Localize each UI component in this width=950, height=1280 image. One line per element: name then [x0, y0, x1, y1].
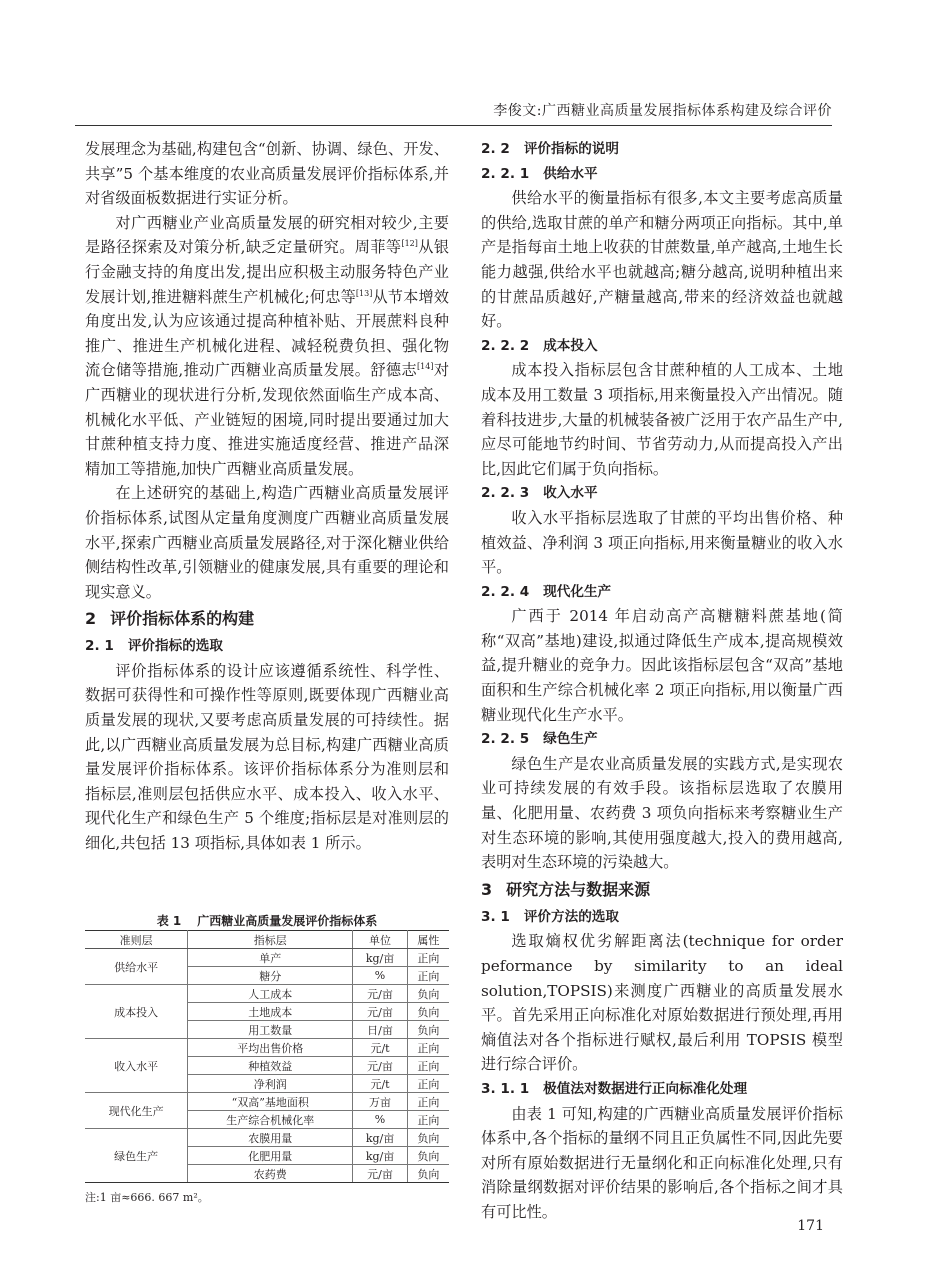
attribute-cell: 正向	[407, 1057, 449, 1075]
unit-cell: 万亩	[353, 1093, 408, 1111]
section-title: 评价指标体系的构建	[110, 609, 255, 629]
unit-cell: 元/亩	[353, 1003, 408, 1021]
paragraph: 绿色生产是农业高质量发展的实践方式,是实现农业可持续发展的有效手段。该指标层选取了农膜用量、化肥用量、农药费 3 项负向指标来考察糖业生产对生态环境的影响,其使用强度越大,投入的费用越高,表明对生态环境的污染越大。	[481, 754, 843, 872]
paragraph: 评价指标体系的设计应该遵循系统性、科学性、数据可获得性和可操作性等原则,既要体现广西糖业高质量发展的现状,又要考虑高质量发展的可持续性。据此,以广西糖业高质量发展为总目标,构建广西糖业高质量发展评价指标体系。该评价指标体系分为准则层和指标层,准则层包括供应水平、成本投入、收入水平、现代化生产和绿色生产 5 个维度;指标层是对准则层的细化,共包括 13 项指标,具体如表 1 所示。	[85, 661, 449, 853]
running-header: 李俊文:广西糖业高质量发展指标体系构建及综合评价	[493, 103, 832, 119]
section-title: 成本投入	[543, 337, 598, 354]
table-row	[85, 1039, 449, 1057]
text-run: 对广西糖业的现状进行分析,发现依然面临生产成本高、机械化水平低、产业链短的困境,同时提出要通过加大甘蔗种植支持力度、推进实施适度经营、推进产品深精加工等措施,加快广西糖业高质量发展。	[85, 361, 449, 478]
section-title: 绿色生产	[543, 731, 598, 748]
unit-cell: %	[353, 1111, 408, 1129]
table-row	[85, 1129, 449, 1147]
section-number: 2. 2	[481, 141, 510, 157]
table-header-row	[85, 931, 449, 949]
section-title: 收入水平	[543, 485, 598, 502]
attribute-cell: 正向	[407, 1111, 449, 1129]
subsection-heading	[85, 634, 449, 659]
attribute-cell: 正向	[407, 1075, 449, 1093]
section-number: 2. 2. 5	[481, 731, 530, 748]
text-run: 从银行金融支持的角度出发,提出应积极主动服务特色产业发展计划,推进糖料蔗生产机械化;何忠等	[85, 238, 449, 306]
table-label: 表 1	[156, 914, 182, 928]
indicator-cell: 种植效益	[188, 1057, 353, 1075]
criterion-cell: 绿色生产	[85, 1129, 188, 1183]
paragraph: 收入水平指标层选取了甘蔗的平均出售价格、种植效益、净利润 3 项正向指标,用来衡量糖业的收入水平。	[481, 508, 843, 577]
unit-cell: 元/t	[353, 1039, 408, 1057]
attribute-cell: 正向	[407, 949, 449, 967]
column-header: 准则层	[85, 931, 188, 949]
criterion-cell: 成本投入	[85, 985, 188, 1039]
criterion-cell: 现代化生产	[85, 1093, 188, 1129]
unit-cell: %	[353, 967, 408, 985]
column-header: 属性	[407, 931, 449, 949]
header-rule	[75, 125, 832, 126]
section-title: 评价指标的选取	[127, 638, 223, 655]
attribute-cell: 负向	[407, 1165, 449, 1183]
column-header: 单位	[353, 931, 408, 949]
section-title: 研究方法与数据来源	[506, 879, 651, 899]
section-title: 评价指标的说明	[523, 141, 619, 157]
table-row	[85, 1093, 449, 1111]
table-row	[85, 985, 449, 1003]
text-run: 从节本增效角度出发,认为应该通过提高种植补贴、开展蔗料良种推广、推进生产机械化进程、减轻税费负担、强化物流仓储等措施,推动广西糖业高质量发展。舒德志	[85, 287, 449, 380]
paragraph: 由表 1 可知,构建的广西糖业高质量发展评价指标体系中,各个指标的量纲不同且正负属性不同,因此先要对所有原始数据进行无量纲化和正向标准化处理,只有消除量纲数据对评价结果的影响后,各个指标之间才具有可比性。	[481, 1104, 843, 1221]
table-caption	[85, 912, 449, 930]
unit-cell: 元/亩	[353, 1057, 408, 1075]
column-header: 指标层	[188, 931, 353, 949]
attribute-cell: 负向	[407, 1021, 449, 1039]
section-number: 2. 2. 1	[481, 165, 530, 182]
subsection-heading	[481, 905, 843, 930]
unit-cell: 元/亩	[353, 1165, 408, 1183]
paragraph	[85, 211, 449, 482]
indicator-cell: 农膜用量	[188, 1129, 353, 1147]
section-number: 2. 1	[85, 638, 114, 655]
subsubsection-heading	[481, 334, 843, 359]
subsection-heading	[481, 137, 843, 162]
attribute-cell: 负向	[407, 1129, 449, 1147]
section-title: 极值法对数据进行正向标准化处理	[543, 1080, 748, 1097]
paragraph: 成本投入指标层包含甘蔗种植的人工成本、土地成本及用工数量 3 项指标,用来衡量投入产出情况。随着科技进步,大量的机械装备被广泛用于农产品生产中,应尽可能地节约时间、节省劳动力,从而提高投入产出比,因此它们属于负向指标。	[481, 361, 843, 478]
subsubsection-heading	[481, 580, 843, 605]
subsubsection-heading	[481, 162, 843, 187]
subsubsection-heading	[481, 727, 843, 752]
citation: [13]	[355, 288, 373, 298]
section-number: 2. 2. 3	[481, 485, 530, 502]
unit-cell: 元/亩	[353, 985, 408, 1003]
section-title: 评价方法的选取	[523, 908, 619, 925]
attribute-cell: 正向	[407, 1093, 449, 1111]
section-number: 3. 1. 1	[481, 1080, 530, 1097]
indicator-cell: 人工成本	[188, 985, 353, 1003]
unit-cell: kg/亩	[353, 1147, 408, 1165]
indicator-cell: 用工数量	[188, 1021, 353, 1039]
table-title: 广西糖业高质量发展评价指标体系	[197, 914, 378, 928]
indicator-cell: 土地成本	[188, 1003, 353, 1021]
indicator-cell: 糖分	[188, 967, 353, 985]
attribute-cell: 正向	[407, 1039, 449, 1057]
criterion-cell: 收入水平	[85, 1039, 188, 1093]
indicator-cell: 生产综合机械化率	[188, 1111, 353, 1129]
section-number: 3	[481, 879, 493, 899]
page-number: 171	[797, 1218, 824, 1234]
section-heading	[481, 877, 843, 903]
indicator-cell: 单产	[188, 949, 353, 967]
section-title: 现代化生产	[543, 583, 612, 600]
paragraph: 广西于 2014 年启动高产高糖糖料蔗基地(简称“双高”基地)建设,拟通过降低生产成本,提高规模效益,提升糖业的竞争力。因此该指标层包含“双高”基地面积和生产综合机械化率 2 项正向指标,用以衡量广西糖业现代化生产水平。	[481, 607, 843, 724]
attribute-cell: 正向	[407, 967, 449, 985]
attribute-cell: 负向	[407, 1147, 449, 1165]
section-title: 供给水平	[543, 165, 598, 182]
section-number: 2. 2. 4	[481, 583, 530, 600]
text-run: 对广西糖业产业高质量发展的研究相对较少,主要是路径探索及对策分析,缺乏定量研究。周菲等	[85, 213, 449, 257]
section-number: 2. 2. 2	[481, 337, 530, 354]
citation: [12]	[401, 239, 418, 249]
table-1	[85, 912, 449, 1205]
indicator-cell: 平均出售价格	[188, 1039, 353, 1057]
left-column	[85, 137, 449, 856]
section-number: 2	[85, 609, 97, 629]
paragraph: 在上述研究的基础上,构造广西糖业高质量发展评价指标体系,试图从定量角度测度广西糖业高质量发展水平,探索广西糖业高质量发展路径,对于深化糖业供给侧结构性改革,引领糖业的健康发展,具有重要的理论和现实意义。	[85, 484, 449, 601]
section-number: 3. 1	[481, 908, 510, 925]
section-heading	[85, 606, 449, 632]
subsubsection-heading	[481, 481, 843, 506]
citation: [14]	[417, 362, 434, 372]
unit-cell: 元/t	[353, 1075, 408, 1093]
indicator-cell: 农药费	[188, 1165, 353, 1183]
table-note: 注:1 亩≈666. 667 m²。	[85, 1191, 209, 1204]
indicator-cell: 化肥用量	[188, 1147, 353, 1165]
paragraph: 选取熵权优劣解距离法(technique for order peformance by similarity to an ideal solution,TOPSIS)来测度广西糖业的高质量发展水平。首先采用正向标准化对原始数据进行预处理,再用熵值法对各个指标进行赋权,最后利用 TOPSIS 模型进行综合评价。	[481, 932, 843, 1074]
unit-cell: kg/亩	[353, 1129, 408, 1147]
indicator-cell: “双高”基地面积	[188, 1093, 353, 1111]
indicator-table	[85, 930, 449, 1183]
attribute-cell: 负向	[407, 1003, 449, 1021]
paragraph: 发展理念为基础,构建包含“创新、协调、绿色、开发、共享”5 个基本维度的农业高质量发展评价指标体系,并对省级面板数据进行实证分析。	[85, 140, 449, 208]
criterion-cell: 供给水平	[85, 949, 188, 985]
table-row	[85, 949, 449, 967]
right-column	[481, 137, 843, 1225]
indicator-cell: 净利润	[188, 1075, 353, 1093]
paragraph: 供给水平的衡量指标有很多,本文主要考虑高质量的供给,选取甘蔗的单产和糖分两项正向指标。其中,单产是指每亩土地上收获的甘蔗数量,单产越高,土地生长能力越强,供给水平也就越高;糖分越高,说明种植出来的甘蔗品质越好,产糖量越高,带来的经济效益也就越好。	[481, 189, 843, 331]
attribute-cell: 负向	[407, 985, 449, 1003]
subsubsection-heading	[481, 1077, 843, 1102]
unit-cell: 日/亩	[353, 1021, 408, 1039]
unit-cell: kg/亩	[353, 949, 408, 967]
